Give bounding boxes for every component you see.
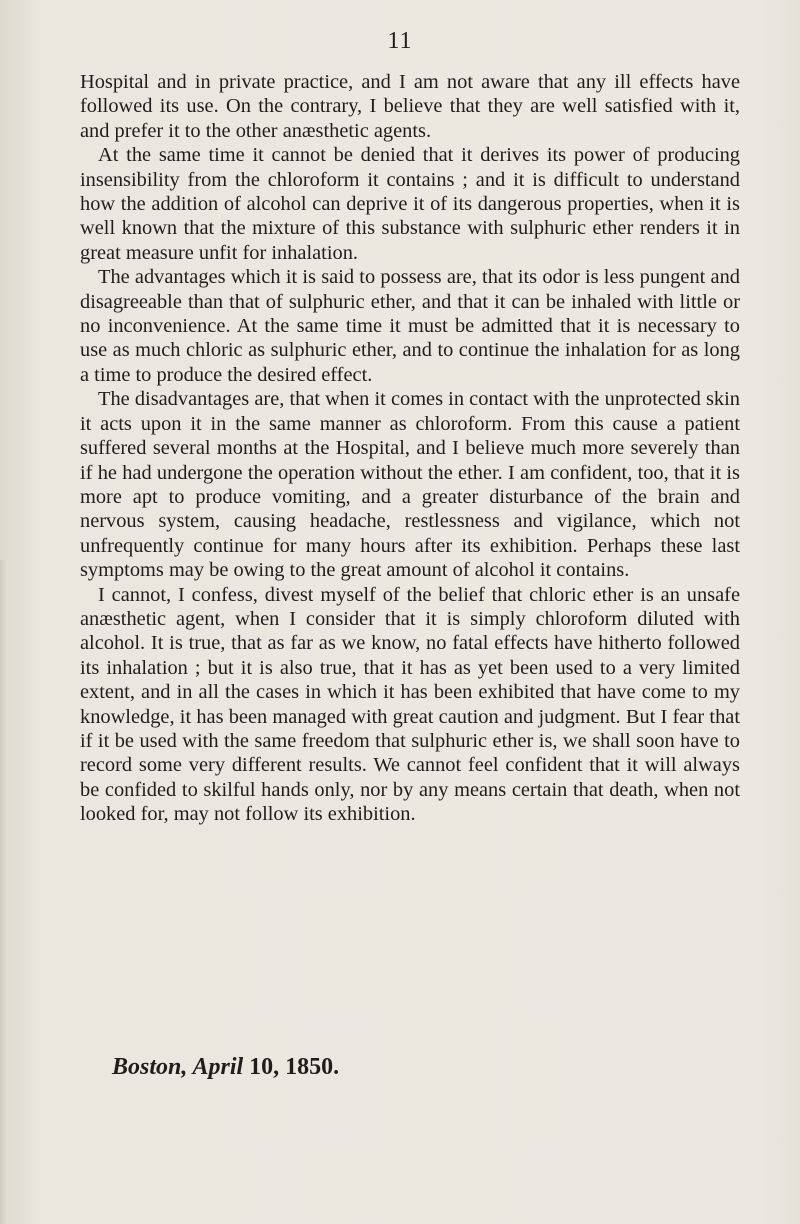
dateline-place: Boston, April <box>112 1054 244 1080</box>
page-binding-edge <box>0 560 8 1224</box>
paragraph: I cannot, I confess, divest myself of the belief that chloric ether is an unsafe anæsthetic agent, when I consider that it is simply chloroform diluted with alcohol. It is true, that as far as we know, no fatal effects have hitherto followed its inhalation ; but it is also true, that it has as yet been used to a very limited extent, and in all the cases in which it has been exhibited that have come to my knowledge, it has been managed with great caution and judgment. But I fear that if it be used with the same freedom that sulphuric ether is, we shall soon have to record some very different results. We cannot feel confident that it will always be confided to skilful hands only, nor by any means certain that death, when not looked for, may not follow its exhibition. <box>80 583 740 826</box>
page-number: 11 <box>387 28 413 54</box>
dateline-date: 10, 1850. <box>249 1054 340 1080</box>
paragraph: Hospital and in private practice, and I am not aware that any ill effects have followed its use. On the contrary, I believe that they are well satisfied with it, and prefer it to the other anæsthetic agents. <box>80 71 740 142</box>
dateline <box>112 1054 339 1081</box>
paragraph: At the same time it cannot be denied that it derives its power of producing insensibility from the chloroform it contains ; and it is difficult to understand how the addition of alcohol can deprive it of its dangerous properties, when it is well known that the mixture of this substance with sulphuric ether renders it in great measure unfit for inhalation. <box>80 144 740 264</box>
paragraph: The disadvantages are, that when it comes in contact with the unprotected skin it acts upon it in the same manner as chloroform. From this cause a patient suffered several months at the Hospital, and I believe much more severely than if he had undergone the operation without the ether. I am confident, too, that it is more apt to produce vomiting, and a greater disturbance of the brain and nervous system, causing headache, restlessness and vigilance, which not unfrequently continue for many hours after its exhibition. Perhaps these last symptoms may be owing to the great amount of alcohol it contains. <box>80 388 740 582</box>
paragraph: The advantages which it is said to possess are, that its odor is less pungent and disagreeable than that of sulphuric ether, and that it can be inhaled with little or no inconvenience. At the same time it must be admitted that it is necessary to use as much chloric as sulphuric ether, and to continue the inhalation for as long a time to produce the desired effect. <box>80 266 740 386</box>
body-text <box>80 70 740 827</box>
